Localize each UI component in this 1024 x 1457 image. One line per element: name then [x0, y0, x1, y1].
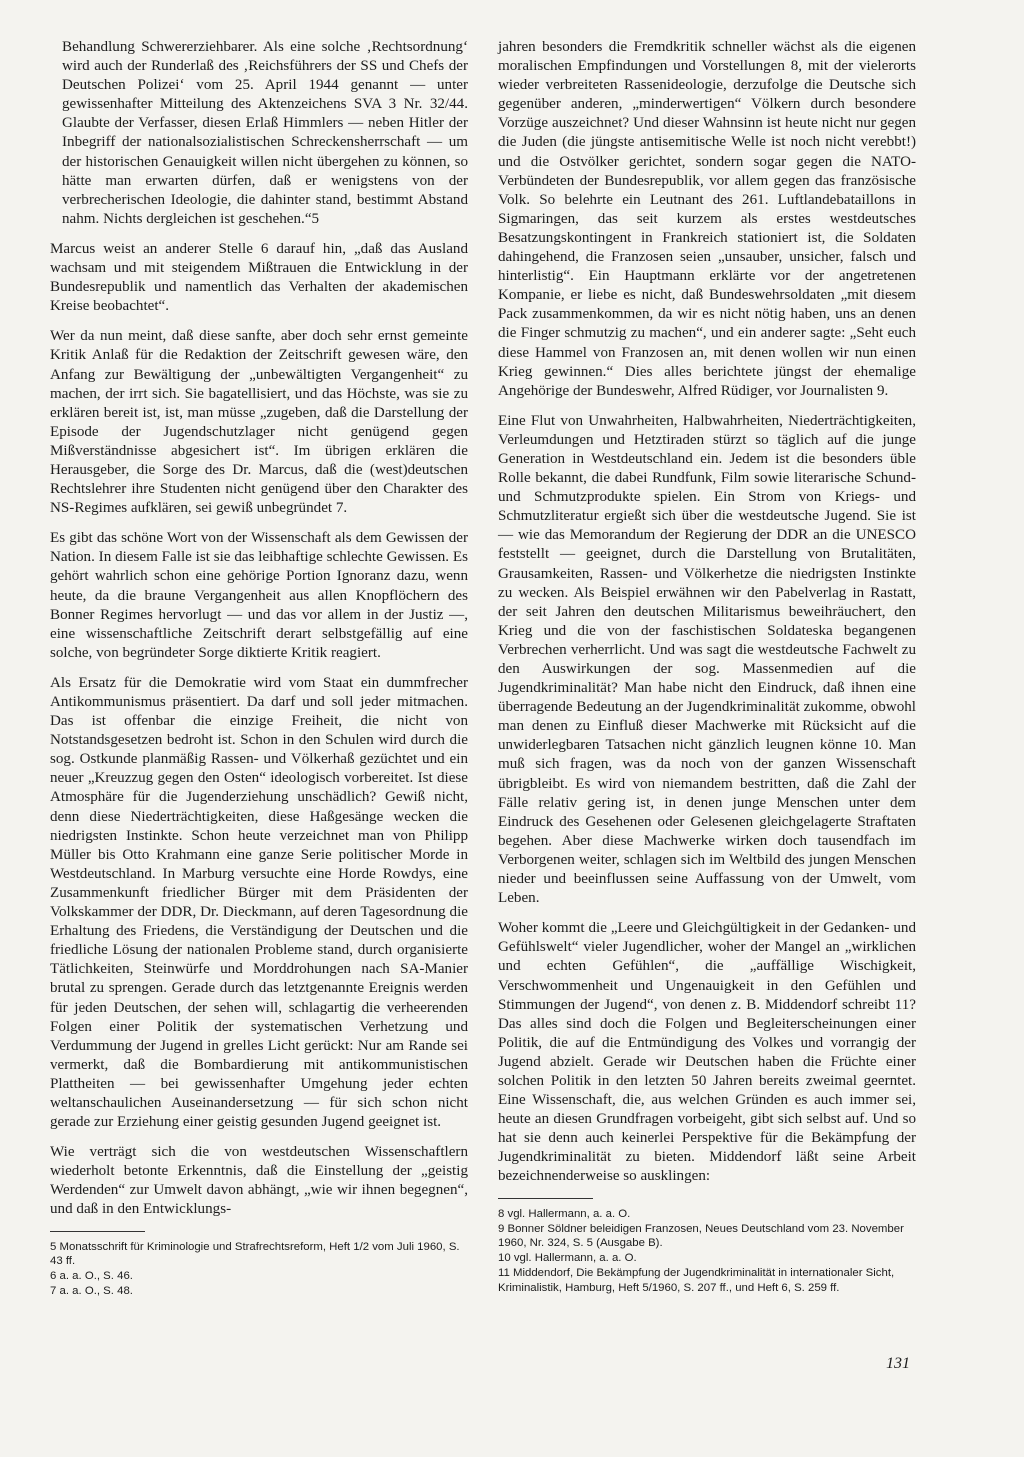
footnotes-right	[498, 1207, 916, 1295]
body-paragraph: Wie verträgt sich die von westdeutschen Wissenschaftlern wiederholt betonte Erkenntnis, daß die Einstellung der „geistig Werdenden“ zur Umwelt davon abhängt, „wie wir ihnen begegnen“, und daß in den Entwicklungs-	[50, 1144, 468, 1218]
footnote: 7 a. a. O., S. 48.	[50, 1285, 133, 1298]
footnotes-left	[50, 1240, 468, 1299]
footnote: 6 a. a. O., S. 46.	[50, 1269, 133, 1282]
page-number: 131	[886, 1355, 910, 1372]
footnote: 9 Bonner Söldner beleidigen Franzosen, Neues Deutschland vom 23. November 1960, Nr. 324, S. 5 (Ausgabe B).	[498, 1222, 904, 1249]
body-paragraph: Marcus weist an anderer Stelle 6 darauf hin, „daß das Ausland wachsam und mit steigendem Mißtrauen die Entwicklung in der Bundesrepublik und namentlich das Verhalten der akademischen Kreise beobachtet“.	[50, 240, 468, 315]
footnote-divider	[498, 1198, 593, 1199]
footnote: 8 vgl. Hallermann, a. a. O.	[498, 1207, 631, 1220]
footnote: 11 Middendorf, Die Bekämpfung der Jugendkriminalität in internationaler Sicht, Kriminalistik, Hamburg, Heft 5/1960, S. 207 ff., und Heft 6, S. 259 ff.	[498, 1267, 895, 1294]
body-paragraph: Eine Flut von Unwahrheiten, Halbwahrheiten, Niederträchtigkeiten, Verleumdungen und Hetztiraden stürzt so täglich auf die junge Generation in Westdeutschland ein. Jedem ist die besonders üble Rolle bekannt, die dabei Rundfunk, Film sowie literarische Schund- und Schmutzprodukte spielen. Ein Strom von Kriegs- und Schmutzliteratur ergießt sich über die westdeutsche Jugend. Sie ist — wie das Memorandum der Regierung der DDR an die UNESCO feststellt — geeignet, durch die Darstellung von Brutalitäten, Grausamkeiten, Rassen- und Völkerhetze die niedrigsten Instinkte zu wecken. Als Beispiel erwähnen wir den Pabelverlag in Rastatt, der seit Jahren den deutschen Militarismus beweihräuchert, den Krieg und die von der faschistischen Soldateska begangenen Verbrechen verherrlicht. Und was sagt die westdeutsche Fachwelt zu den Auswirkungen der sog. Massenmedien auf die Jugendkriminalität? Man habe nicht den Eindruck, daß ihnen eine überragende Bedeutung an der Jugendkriminalität zukomme, obwohl man denen zu Einfluß dieser Machwerke mit Rücksicht auf die unwiderlegbaren Tatsachen nicht gänzlich leugnen könne 10. Man muß sich fragen, was da noch von der ganzen Wissenschaft übrigbleibt. Es wird von niemandem bestritten, daß die Zahl der Fälle relativ gering ist, in denen junge Menschen unter dem Eindruck des Gesehenen oder Gelesenen gleichgelagerte Straftaten begehen. Aber diese Machwerke wirken doch tausendfach im Verborgenen weiter, schlagen sich im Weltbild des jungen Menschen nieder und beeinflussen seine Auffassung von der Umwelt, vom Leben.	[498, 412, 916, 907]
footnote: 10 vgl. Hallermann, a. a. O.	[498, 1252, 637, 1265]
body-paragraph: Es gibt das schöne Wort von der Wissenschaft als dem Gewissen der Nation. In diesem Falle ist sie das leibhaftige schlechte Gewissen. Es gehört wahrlich schon eine gehörige Portion Ignoranz dazu, wenn heute, da die braune Vergangenheit aus allen Knopflöchern des Bonner Regimes hervorlugt — und das vor allem in der Justiz —, eine wissenschaftliche Zeitschrift derart selbstgefällig auf eine solche, von begründeter Sorge diktierte Kritik reagiert.	[50, 530, 468, 661]
left-column	[50, 38, 468, 1299]
body-paragraph: Wer da nun meint, daß diese sanfte, aber doch sehr ernst gemeinte Kritik Anlaß für die Redaktion der Zeitschrift gewesen wäre, den Anfang zur Bewältigung der „unbewältigten Vergangenheit“ zu machen, der irrt sich. Sie bagatellisiert, und das Höchste, was sie zu erklären bereit ist, ist, man müsse „zugeben, daß die Darstellung der Episode der Jugendschutzlager nicht genügend gegen Mißverständnisse abgesichert ist“. Im übrigen erklären die Herausgeber, die Sorge des Dr. Marcus, daß die (west)deutschen Rechtslehrer ihre Studenten nicht genügend über den Charakter des NS-Regimes aufklären, sei gewiß unbegründet 7.	[50, 328, 468, 517]
body-paragraph: Woher kommt die „Leere und Gleichgültigkeit in der Gedanken- und Gefühlswelt“ vieler Jugendlicher, woher der Mangel an „wirklichen und echten Gefühlen“, die „auffällige Wischigkeit, Verschwommenheit und Ungenauigkeit in den Gefühlen und Stimmungen der Jugend“, von denen z. B. Middendorf schreibt 11? Das alles sind doch die Folgen und Begleiterscheinungen einer Politik, die auf die Entmündigung des Volkes und vorrangig der Jugend abzielt. Gerade wir Deutschen haben die Früchte einer solchen Politik in den letzten 50 Jahren bereits zweimal geerntet. Eine Wissenschaft, die, aus welchen Gründen es auch immer sei, heute an diesen Grundfragen vorbeigeht, gibt sich selbst auf. Und so hat sie denn auch keinerlei Perspektive für die Bekämpfung der Jugendkriminalität zu bieten. Middendorf läßt seine Arbeit bezeichnenderweise so ausklingen:	[498, 920, 916, 1185]
body-paragraph: jahren besonders die Fremdkritik schneller wächst als die eigenen moralischen Empfindungen und Vorstellungen 8, mit der vielerorts wieder verbreiteten Rassenideologie, derzufolge die Deutsche sich gegenüber anderen, „minderwertigen“ Völkern durch besondere Vorzüge auszeichnet? Und dieser Wahnsinn ist heute nicht nur gegen die Juden (die jüngste antisemitische Welle ist noch nicht verebbt!) und die Ostvölker gerichtet, sondern sogar gegen die NATO-Verbündeten der Bundesrepublik, vor allem gegen das französische Volk. So belehrte ein Leutnant des 261. Luftlandebataillons in Sigmaringen, das seit kurzem als erstes westdeutsches Besatzungskontingent in Frankreich stationiert ist, die Soldaten dahingehend, die Franzosen seien „unsauber, unsicher, falsch und hinterlistig“. Ein Hauptmann erklärte vor der angetretenen Kompanie, er liebe es nicht, daß Bundeswehrsoldaten „mit diesem Pack zusammenkommen, da wir es nicht nötig haben, uns an denen die Finger schmutzig zu machen“, und ein anderer sagte: „Seht euch diese Hammel von Franzosen an, mit denen wollen wir nun einen Krieg gewinnen.“ Dies alles berichtete jüngst der ehemalige Angehörige der Bundeswehr, Alfred Rüdiger, vor Journalisten 9.	[498, 39, 916, 399]
body-paragraph: Als Ersatz für die Demokratie wird vom Staat ein dummfrecher Antikommunismus präsentiert. Da darf und soll jeder mitmachen. Das ist offenbar die einzige Freiheit, die nicht von Notstandsgesetzen bedroht ist. Schon in den Schulen wird durch die sog. Ostkunde planmäßig Rassen- und Völkerhaß gezüchtet und ein neuer „Kreuzzug gegen den Osten“ ideologisch vorbereitet. Ist diese Atmosphäre für die Jugenderziehung unschädlich? Gewiß nicht, denn diese Niederträchtigkeiten, diese Haßgesänge wecken die niedrigsten Instinkte. Schon heute verzeichnet man von Philipp Müller bis Otto Krahmann eine ganze Serie politischer Morde in Westdeutschland. In Marburg versuchte eine Horde Rowdys, eine Zusammenkunft friedlicher Bürger mit dem Präsidenten der Volkskammer der DDR, Dr. Dieckmann, auf deren Tagesordnung die Erhaltung des Friedens, die Verständigung der Deutschen und die friedliche Lösung der nationalen Probleme stand, durch organisierte Tätlichkeiten, Steinwürfe und Morddrohungen nach SA-Manier brutal zu sprengen. Gerade durch das letztgenannte Ereignis werden für jeden Deutschen, der sehen will, schlagartig die verheerenden Folgen einer Politik der systematischen Verhetzung und Verdummung der Jugend in grelles Licht gerückt: Nur am Rande sei vermerkt, daß die Bombardierung mit antikommunistischen Plattheiten — bei gewissenhafter Umgehung jeder echten weltanschaulichen Auseinandersetzung — für sich schon nicht gerade zur Erziehung einer geistig gesunden Jugend geeignet ist.	[50, 674, 468, 1131]
footnote-divider	[50, 1231, 145, 1232]
footnote: 5 Monatsschrift für Kriminologie und Strafrechtsreform, Heft 1/2 vom Juli 1960, S. 43 ff.	[50, 1240, 460, 1267]
right-column	[498, 38, 916, 1296]
quote-paragraph: Behandlung Schwererziehbarer. Als eine solche ‚Rechtsordnung‘ wird auch der Runderlaß des ‚Reichsführers der SS und Chefs der Deutschen Polizei‘ vom 25. April 1944 genannt — unter gewissenhafter Mitteilung des Aktenzeichens SVA 3 Nr. 32/44. Glaubte der Verfasser, diesen Erlaß Himmlers — neben Hitler der Inbegriff der nationalsozialistischen Schreckensherrschaft — um der historischen Genauigkeit willen nicht übergehen zu können, so hätte man erwarten dürfen, daß er wenigstens von der verbrecherischen Ideologie, die dahinter stand, bestimmt Abstand nahm. Nichts dergleichen ist geschehen.“5	[62, 39, 468, 227]
